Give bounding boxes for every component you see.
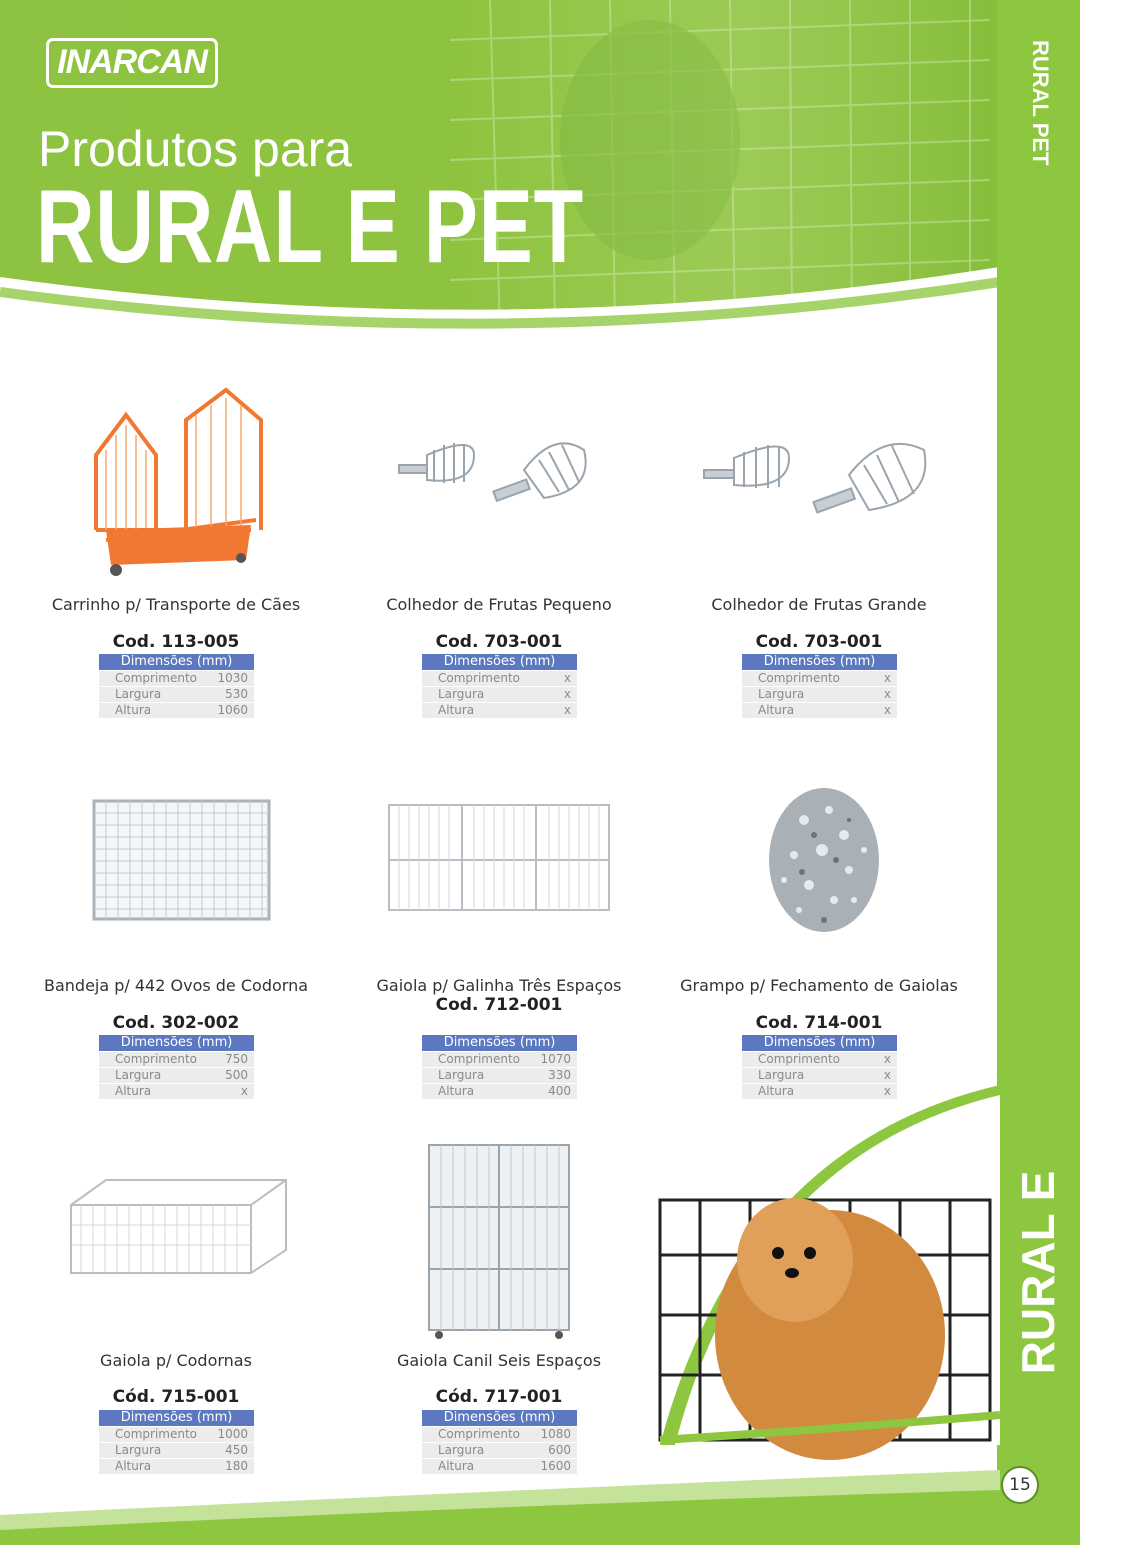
dim-label: Altura xyxy=(438,703,475,717)
product-code: Cod. 113-005 xyxy=(112,632,240,652)
dim-value: x xyxy=(883,1052,891,1066)
dim-value: 1600 xyxy=(540,1459,571,1473)
product-name: Gaiola Canil Seis Espaços xyxy=(396,1351,602,1370)
dim-label: Altura xyxy=(758,1084,795,1098)
bottom-wave xyxy=(0,1470,1000,1545)
dimensions-header: Dimensões (mm) xyxy=(422,1035,577,1051)
product-name: Carrinho p/ Transporte de Cães xyxy=(51,595,301,614)
dimensions-header: Dimensões (mm) xyxy=(99,654,254,670)
pomeranian-dog-image xyxy=(620,1085,1000,1485)
dim-value: 500 xyxy=(225,1068,248,1082)
dim-label: Largura xyxy=(438,1443,485,1457)
dim-value: x xyxy=(883,1084,891,1098)
dim-value: 1030 xyxy=(217,671,248,685)
dim-value: 330 xyxy=(548,1068,571,1082)
page-number: 15 xyxy=(1001,1466,1039,1504)
dim-value: x xyxy=(563,703,571,717)
kennel-cage-image xyxy=(419,1135,579,1340)
product-code: Cod. 712-001 xyxy=(435,995,563,1015)
dim-value: x xyxy=(240,1084,248,1098)
product-code: Cod. 703-001 xyxy=(435,632,563,652)
product-name: Colhedor de Frutas Pequeno xyxy=(386,595,612,614)
product-code: Cod. 703-001 xyxy=(755,632,883,652)
header-curve-divider xyxy=(0,260,1000,380)
dim-label: Altura xyxy=(115,1459,152,1473)
dim-value: x xyxy=(883,671,891,685)
dim-value: 400 xyxy=(548,1084,571,1098)
dimensions-header: Dimensões (mm) xyxy=(422,654,577,670)
product-name: Grampo p/ Fechamento de Gaiolas xyxy=(680,976,958,995)
quail-cage-image xyxy=(66,1175,291,1275)
product-name: Colhedor de Frutas Grande xyxy=(711,595,927,614)
dim-value: 1000 xyxy=(217,1427,248,1441)
dim-label: Largura xyxy=(758,687,805,701)
dim-label: Altura xyxy=(438,1084,475,1098)
dim-value: 750 xyxy=(225,1052,248,1066)
dim-label: Comprimento xyxy=(115,1427,198,1441)
dimensions-header: Dimensões (mm) xyxy=(99,1410,254,1426)
dim-label: Altura xyxy=(758,703,795,717)
dimensions-table xyxy=(99,654,254,718)
dimensions-table xyxy=(742,654,897,718)
product-name: Gaiola p/ Galinha Três Espaços xyxy=(376,976,622,995)
dim-label: Altura xyxy=(115,1084,152,1098)
dim-label: Comprimento xyxy=(438,671,521,685)
dimensions-header: Dimensões (mm) xyxy=(742,654,897,670)
dim-value: x xyxy=(563,687,571,701)
dim-value: 530 xyxy=(225,687,248,701)
product-code: Cód. 715-001 xyxy=(112,1387,240,1407)
header-banner xyxy=(0,0,1000,370)
egg-tray-image xyxy=(86,795,276,925)
dim-label: Altura xyxy=(438,1459,475,1473)
dim-value: x xyxy=(563,671,571,685)
dim-value: 1060 xyxy=(217,703,248,717)
dim-label: Comprimento xyxy=(438,1052,521,1066)
dim-label: Largura xyxy=(438,687,485,701)
dimensions-header: Dimensões (mm) xyxy=(742,1035,897,1051)
chicken-cage-image xyxy=(384,795,614,920)
dim-label: Comprimento xyxy=(758,1052,841,1066)
product-code: Cód. 717-001 xyxy=(435,1387,563,1407)
dim-value: 450 xyxy=(225,1443,248,1457)
dim-label: Largura xyxy=(115,1068,162,1082)
product-name: Gaiola p/ Codornas xyxy=(100,1351,252,1370)
dim-value: 600 xyxy=(548,1443,571,1457)
cage-clips-image xyxy=(754,780,894,940)
dim-value: 1070 xyxy=(540,1052,571,1066)
dim-label: Comprimento xyxy=(758,671,841,685)
dim-label: Largura xyxy=(115,1443,162,1457)
side-label-top: RURAL PET xyxy=(1028,40,1053,166)
dim-value: x xyxy=(883,687,891,701)
dim-value: 180 xyxy=(225,1459,248,1473)
dog-transport-cart-image xyxy=(76,380,276,580)
dim-value: x xyxy=(883,703,891,717)
product-name: Bandeja p/ 442 Ovos de Codorna xyxy=(43,976,309,995)
dim-label: Comprimento xyxy=(115,1052,198,1066)
page-title: RURAL E PET xyxy=(36,169,584,285)
dim-value: 1080 xyxy=(540,1427,571,1441)
inarcan-logo: INARCAN xyxy=(46,38,218,88)
dim-value: x xyxy=(883,1068,891,1082)
dim-label: Largura xyxy=(438,1068,485,1082)
dimensions-table xyxy=(422,1035,577,1099)
dimensions-table xyxy=(99,1035,254,1099)
dim-label: Largura xyxy=(115,687,162,701)
dimensions-table xyxy=(422,654,577,718)
dim-label: Comprimento xyxy=(438,1427,521,1441)
dimensions-table xyxy=(99,1410,254,1474)
fruit-picker-image xyxy=(394,430,604,520)
header-subtitle: Produtos para xyxy=(38,121,353,177)
side-label-bottom: RURAL E PET xyxy=(1012,1170,1124,1375)
dimensions-header: Dimensões (mm) xyxy=(422,1410,577,1426)
dimensions-header: Dimensões (mm) xyxy=(99,1035,254,1051)
product-code: Cod. 714-001 xyxy=(755,1013,883,1033)
dimensions-table xyxy=(742,1035,897,1099)
dimensions-table xyxy=(422,1410,577,1474)
dim-label: Comprimento xyxy=(115,671,198,685)
dim-label: Altura xyxy=(115,703,152,717)
fruit-picker-image xyxy=(699,430,939,530)
product-code: Cod. 302-002 xyxy=(112,1013,240,1033)
dim-label: Largura xyxy=(758,1068,805,1082)
